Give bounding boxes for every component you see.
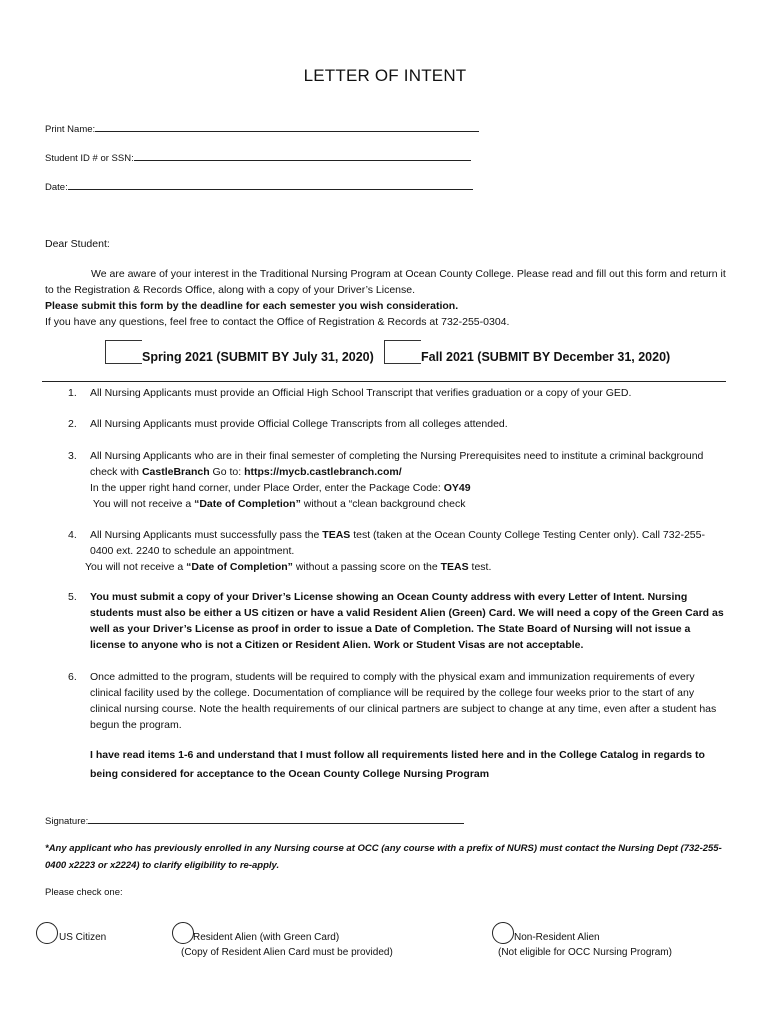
resident-alien-subtext: (Copy of Resident Alien Card must be provided) [181,947,393,958]
item-text-part: test. [468,561,492,573]
item-text-bold: TEAS [322,529,351,541]
print-name-line[interactable] [95,121,479,132]
item-text-bold: TEAS [440,561,469,573]
item-text: All Nursing Applicants must provide an Official High School Transcript that verifies graduation or a copy of your GED. [90,387,632,399]
acknowledgement: I have read items 1-6 and understand that I must follow all requirements listed here and in the College Catalog in regards to being considered for acceptance to the Ocean County College Nursing Program [90,749,705,780]
item-text-part: without a “clean background check [300,498,466,510]
fall-label: Fall 2021 (SUBMIT BY December 31, 2020) [421,350,671,364]
spring-option[interactable] [105,340,374,364]
item-number: 6. [68,671,77,683]
item-text-part: test (taken at the Ocean County College Testing Center only). Call 732-255-0400 ext. 2240 to schedule an appointment. [90,529,705,557]
non-resident-alien-text: Non-Resident Alien [514,932,600,943]
signature-line[interactable] [88,813,464,824]
castlebranch-link[interactable]: https://mycb.castlebranch.com/ [244,466,402,478]
item-text-part: All Nursing Applicants who are in their final semester of completing the Nursing Prerequisites need to institute a criminal background check with [90,450,704,478]
signature-label: Signature: [45,816,89,827]
signature-field[interactable] [45,813,464,827]
document-title: LETTER OF INTENT [303,66,467,85]
item-text-bold: “Date of Completion” [186,561,293,573]
item-text [90,527,728,559]
student-id-label: Student ID # or SSN: [45,153,134,164]
castlebranch-name: CastleBranch [141,466,210,478]
item-text-part: You will not receive a [85,561,187,573]
resident-alien-label [181,930,393,960]
spring-checkbox[interactable] [105,340,142,364]
item-number: 1. [68,387,77,399]
spring-label: Spring 2021 (SUBMIT BY July 31, 2020) [142,350,374,364]
date-label: Date: [45,182,68,193]
print-name-field[interactable] [45,121,479,135]
item-text [90,589,728,653]
non-resident-alien-label [498,930,672,960]
item-text-part: You will not receive a [92,498,195,510]
item-number: 4. [68,529,77,541]
intro-paragraph [45,266,735,330]
student-id-line[interactable] [134,150,471,161]
fall-option[interactable] [384,340,670,364]
resident-alien-radio[interactable] [172,922,194,944]
package-code: OY49 [443,482,471,494]
us-citizen-radio[interactable] [36,922,58,944]
intro-bold-line: Please submit this form by the deadline for each semester you wish consideration. [45,300,459,312]
date-field[interactable] [45,179,473,193]
check-one-label: Please check one: [45,887,123,898]
list-item [68,669,728,733]
item-text: Once admitted to the program, students will be required to comply with the physical exam and immunization requirements of every clinical facility used by the college. Documentation of compliance will be required by the college four weeks prior to the start of any clinical nursing course. Note the health requirements of our clinical partners are subject to change at any time, even after a student has begun the program. [90,671,717,731]
greeting: Dear Student: [45,238,110,250]
non-resident-alien-radio[interactable] [492,922,514,944]
intro-contact-line: If you have any questions, feel free to contact the Office of Registration & Records at 732-255-0304. [45,316,510,328]
item-text-bold: You must submit a copy of your Driver’s License showing an Ocean County address with every Letter of Intent. Nursing students must also be either a US citizen or have a valid Resident Alien (Green) Card. We will need a copy of the Green Card as well as your Driver’s License as proof in order to issue a Date of Completion. The State Board of Nursing will not issue a license to anyone who is not a Citizen or Resident Alien. Work or Student Visas are not acceptable. [90,591,724,651]
fall-checkbox[interactable] [384,340,421,364]
item-text-part: without a passing score on the [292,561,441,573]
item-number: 5. [68,591,77,603]
divider [42,381,726,382]
list-item [68,416,728,432]
list-item [68,385,728,401]
intro-line: We are aware of your interest in the Traditional Nursing Program at Ocean County College. Please read and fill out this form and return it to the Registration & Records Office, along with a copy of your Driver’s License. [45,268,726,296]
re-apply-note: *Any applicant who has previously enrolled in any Nursing course at OCC (any course with a prefix of NURS) must contact the Nursing Dept (732-255-0400 x2223 or x2224) to clarify eligibility to re-apply. [45,843,722,871]
list-item [68,589,728,653]
item-number: 3. [68,450,77,462]
student-id-field[interactable] [45,150,471,164]
item-text [85,559,728,575]
item-text-part: In the upper right hand corner, under Place Order, enter the Package Code: [90,482,444,494]
us-citizen-label: US Citizen [59,932,107,943]
item-text: All Nursing Applicants must provide Official College Transcripts from all colleges attended. [90,418,508,430]
item-text-part: All Nursing Applicants must successfully pass the [90,529,323,541]
resident-alien-text: Resident Alien (with Green Card) [193,932,340,943]
list-item [68,448,728,512]
item-number: 2. [68,418,77,430]
item-text [90,448,728,512]
list-item [68,527,728,575]
print-name-label: Print Name: [45,124,96,135]
non-resident-alien-subtext: (Not eligible for OCC Nursing Program) [498,947,672,958]
item-text-part: Go to: [209,466,245,478]
item-text-bold: “Date of Completion” [194,498,301,510]
date-line[interactable] [68,179,473,190]
